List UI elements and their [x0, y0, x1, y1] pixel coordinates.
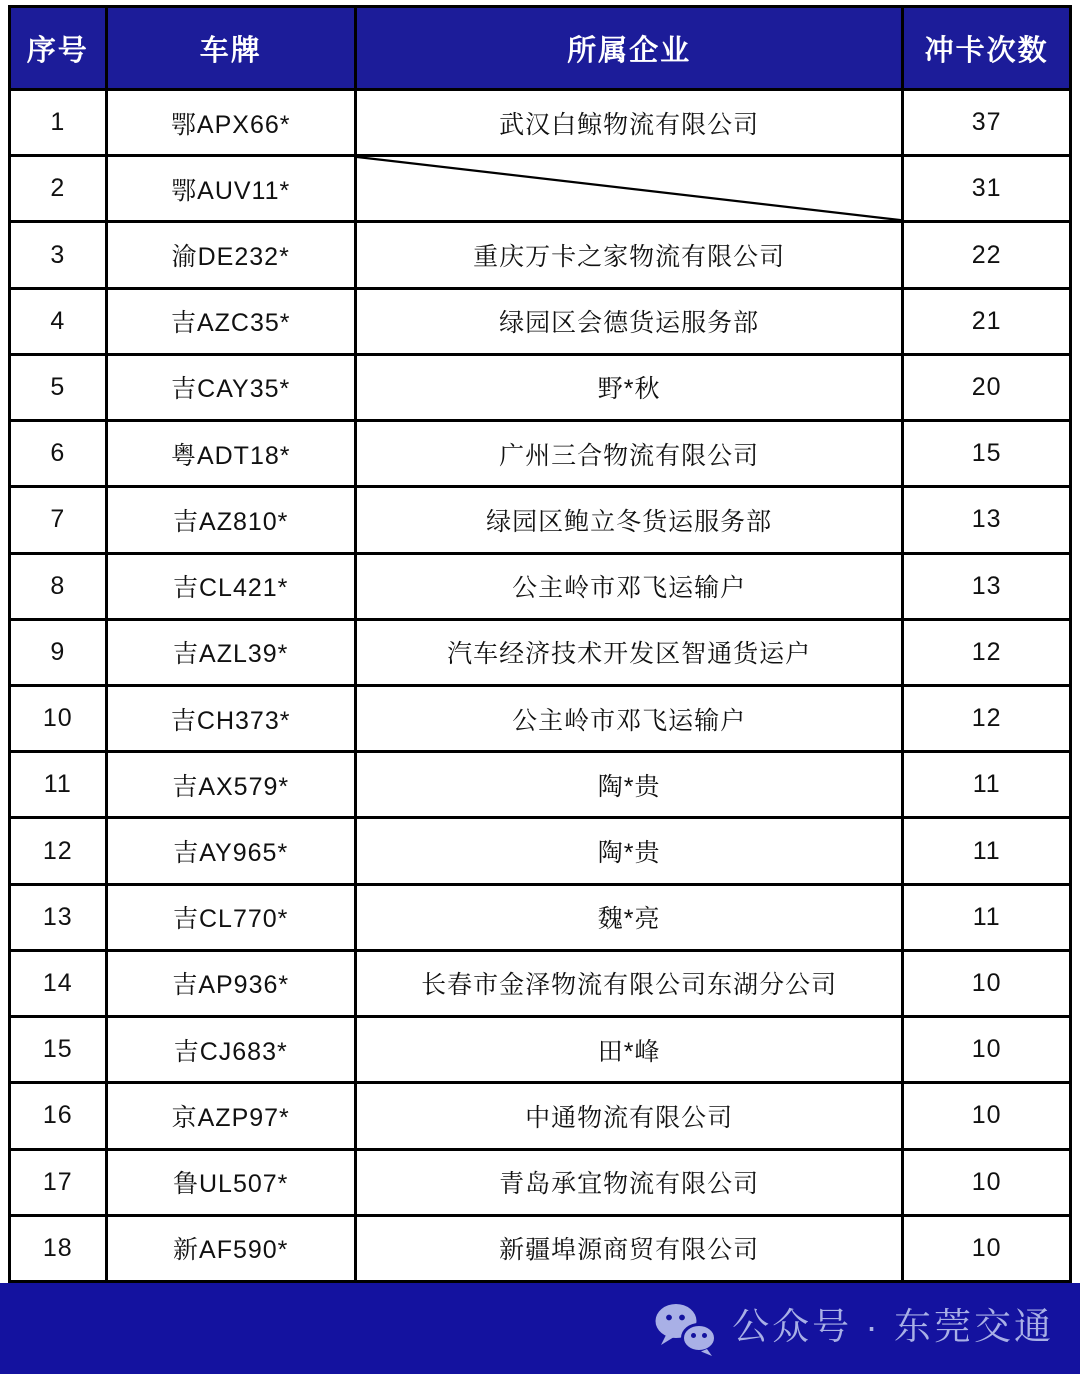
cell-index: 8	[10, 553, 107, 619]
table-row	[10, 222, 1071, 288]
column-header-index: 序号	[10, 7, 107, 90]
cell-company: 汽车经济技术开发区智通货运户	[355, 619, 902, 685]
footer-banner	[0, 1283, 1080, 1374]
cell-company: 陶*贵	[355, 818, 902, 884]
table-row	[10, 553, 1071, 619]
cell-count: 11	[903, 818, 1071, 884]
cell-company: 田*峰	[355, 1017, 902, 1083]
table-row	[10, 1149, 1071, 1215]
cell-index: 3	[10, 222, 107, 288]
wechat-icon	[654, 1302, 718, 1356]
cell-plate: 粤ADT18*	[106, 421, 355, 487]
cell-company: 公主岭市邓飞运输户	[355, 685, 902, 751]
cell-company	[355, 156, 902, 222]
table-row	[10, 156, 1071, 222]
table-row	[10, 752, 1071, 818]
cell-company: 魏*亮	[355, 884, 902, 950]
cell-count: 37	[903, 90, 1071, 156]
cell-plate: 吉CJ683*	[106, 1017, 355, 1083]
cell-count: 11	[903, 884, 1071, 950]
cell-count: 10	[903, 950, 1071, 1016]
cell-plate: 京AZP97*	[106, 1083, 355, 1149]
table-row	[10, 818, 1071, 884]
table-row	[10, 354, 1071, 420]
table-body	[10, 90, 1071, 1282]
cell-count: 11	[903, 752, 1071, 818]
cell-count: 15	[903, 421, 1071, 487]
cell-company: 野*秋	[355, 354, 902, 420]
cell-plate: 吉AX579*	[106, 752, 355, 818]
cell-index: 10	[10, 685, 107, 751]
cell-plate: 鄂APX66*	[106, 90, 355, 156]
cell-index: 18	[10, 1215, 107, 1281]
violation-rank-table	[8, 5, 1072, 1283]
cell-index: 16	[10, 1083, 107, 1149]
cell-company: 长春市金泽物流有限公司东湖分公司	[355, 950, 902, 1016]
column-header-company: 所属企业	[355, 7, 902, 90]
cell-index: 2	[10, 156, 107, 222]
cell-count: 12	[903, 685, 1071, 751]
cell-index: 12	[10, 818, 107, 884]
cell-count: 10	[903, 1083, 1071, 1149]
cell-company: 广州三合物流有限公司	[355, 421, 902, 487]
cell-count: 13	[903, 553, 1071, 619]
cell-plate: 吉AZC35*	[106, 288, 355, 354]
table-row	[10, 884, 1071, 950]
table-row	[10, 90, 1071, 156]
cell-plate: 鲁UL507*	[106, 1149, 355, 1215]
cell-count: 13	[903, 487, 1071, 553]
table-row	[10, 685, 1071, 751]
footer-account-label: 公众号 · 东莞交通	[732, 1306, 1054, 1347]
column-header-plate: 车牌	[106, 7, 355, 90]
cell-plate: 吉CAY35*	[106, 354, 355, 420]
cell-company: 重庆万卡之家物流有限公司	[355, 222, 902, 288]
cell-index: 13	[10, 884, 107, 950]
table-row	[10, 288, 1071, 354]
cell-plate: 吉AP936*	[106, 950, 355, 1016]
cell-index: 7	[10, 487, 107, 553]
table-row	[10, 1017, 1071, 1083]
cell-index: 4	[10, 288, 107, 354]
table-row	[10, 1083, 1071, 1149]
cell-count: 22	[903, 222, 1071, 288]
table-header-row	[10, 7, 1071, 90]
cell-index: 11	[10, 752, 107, 818]
cell-index: 1	[10, 90, 107, 156]
cell-company: 陶*贵	[355, 752, 902, 818]
cell-count: 10	[903, 1215, 1071, 1281]
cell-plate: 吉AZ810*	[106, 487, 355, 553]
cell-index: 5	[10, 354, 107, 420]
table-row	[10, 619, 1071, 685]
cell-index: 6	[10, 421, 107, 487]
cell-plate: 渝DE232*	[106, 222, 355, 288]
cell-plate: 吉CH373*	[106, 685, 355, 751]
cell-count: 10	[903, 1017, 1071, 1083]
cell-plate: 吉AY965*	[106, 818, 355, 884]
cell-index: 15	[10, 1017, 107, 1083]
cell-count: 20	[903, 354, 1071, 420]
cell-count: 12	[903, 619, 1071, 685]
table-row	[10, 421, 1071, 487]
cell-company: 武汉白鲸物流有限公司	[355, 90, 902, 156]
cell-plate: 新AF590*	[106, 1215, 355, 1281]
cell-company: 中通物流有限公司	[355, 1083, 902, 1149]
cell-plate: 吉CL770*	[106, 884, 355, 950]
cell-count: 31	[903, 156, 1071, 222]
table-row	[10, 487, 1071, 553]
cell-index: 9	[10, 619, 107, 685]
cell-count: 21	[903, 288, 1071, 354]
cell-company: 绿园区鲍立冬货运服务部	[355, 487, 902, 553]
cell-strike-diagonal-line	[357, 157, 901, 220]
column-header-count: 冲卡次数	[903, 7, 1071, 90]
cell-index: 14	[10, 950, 107, 1016]
cell-company: 新疆埠源商贸有限公司	[355, 1215, 902, 1281]
cell-company: 青岛承宜物流有限公司	[355, 1149, 902, 1215]
table-row	[10, 950, 1071, 1016]
table-row	[10, 1215, 1071, 1281]
cell-plate: 吉AZL39*	[106, 619, 355, 685]
cell-company: 公主岭市邓飞运输户	[355, 553, 902, 619]
cell-company: 绿园区会德货运服务部	[355, 288, 902, 354]
cell-index: 17	[10, 1149, 107, 1215]
cell-count: 10	[903, 1149, 1071, 1215]
cell-plate: 吉CL421*	[106, 553, 355, 619]
cell-plate: 鄂AUV11*	[106, 156, 355, 222]
